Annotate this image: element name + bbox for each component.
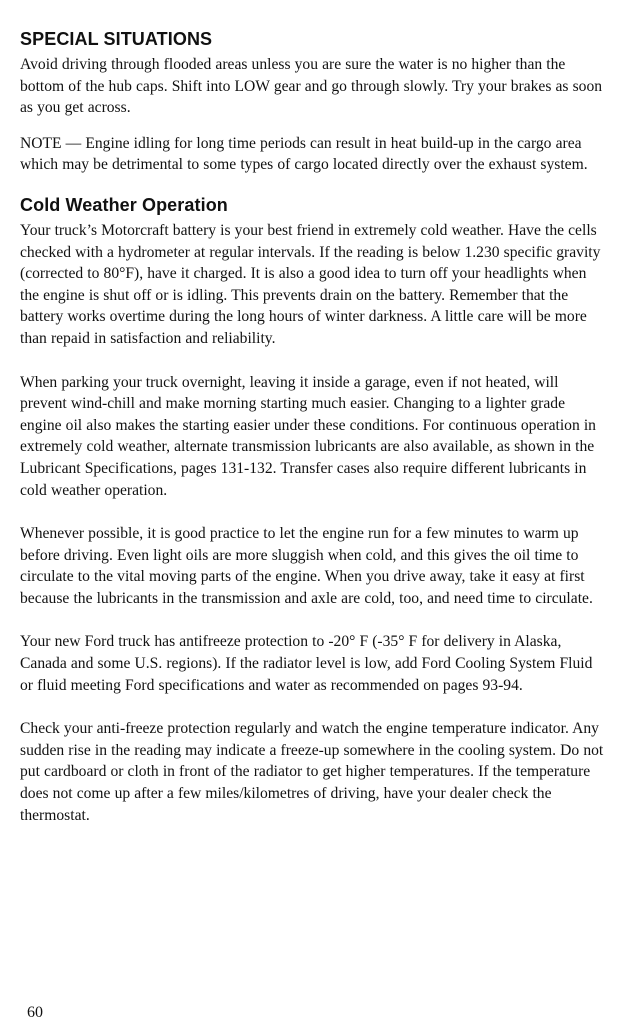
paragraph-gap bbox=[20, 501, 608, 523]
manual-page bbox=[20, 28, 608, 826]
paragraph-gap bbox=[20, 696, 608, 718]
paragraph-parking-overnight: When parking your truck overnight, leaving it inside a garage, even if not heated, will prevent wind-chill and make morning starting much easier. Changing to a lighter grade engine oil also makes the starting easier under these conditions. For continuous operation in extremely cold weather, alternate transmission lubricants are also available, as shown in the Lubricant Specifications, pages 131-132. Transfer cases also require different lubricants in cold weather operation. bbox=[20, 373, 596, 499]
paragraph-gap bbox=[20, 609, 608, 631]
paragraph-gap bbox=[20, 350, 608, 372]
paragraph-flooded-areas: Avoid driving through flooded areas unless you are sure the water is no higher than the bottom of the hub caps. Shift into LOW gear and go through slowly. Try your brakes as soon as you get across. bbox=[20, 56, 603, 117]
paragraph-battery: Your truck’s Motorcraft battery is your best friend in extremely cold weather. Have the cells checked with a hydrometer at regular intervals. If the reading is below 1.230 specific gravity (corrected to 80°F), have it charged. It is also a good idea to turn off your headlights when the engine is shut off or is idling. This prevents drain on the battery. Remember that the battery works overtime during the long hours of winter darkness. A little care will be more than repaid in satisfaction and reliability. bbox=[20, 221, 601, 347]
paragraph-antifreeze: Your new Ford truck has antifreeze protection to -20° F (-35° F for delivery in Alaska, Canada and some U.S. regions). If the radiator level is low, add Ford Cooling System Fluid or fluid meeting Ford specifications and water as recommended on pages 93-94. bbox=[20, 633, 593, 694]
section-gap bbox=[20, 176, 608, 194]
paragraph-warm-up: Whenever possible, it is good practice to let the engine run for a few minutes to warm up before driving. Even light oils are more sluggish when cold, and this gives the oil time to circulate to the vital moving parts of the engine. When you drive away, take it easy at first because the lubricants in the transmission and axle are cold, too, and need time to circulate. bbox=[20, 525, 593, 607]
paragraph-check-antifreeze: Check your anti-freeze protection regularly and watch the engine temperature indicator. Any sudden rise in the reading may indicate a freeze-up somewhere in the cooling system. Do not put cardboard or cloth in front of the radiator to get higher temperatures. If the temperature does not come up after a few miles/kilometres of driving, have your dealer check the thermostat. bbox=[20, 720, 604, 824]
section-heading-cold-weather: Cold Weather Operation bbox=[20, 194, 228, 215]
paragraph-note-engine-idling: NOTE — Engine idling for long time periods can result in heat build-up in the cargo area which may be detrimental to some types of cargo located directly over the exhaust system. bbox=[20, 134, 588, 174]
paragraph-gap bbox=[20, 119, 608, 133]
section-heading-special-situations: SPECIAL SITUATIONS bbox=[20, 29, 213, 49]
page-number: 60 bbox=[27, 1004, 43, 1021]
